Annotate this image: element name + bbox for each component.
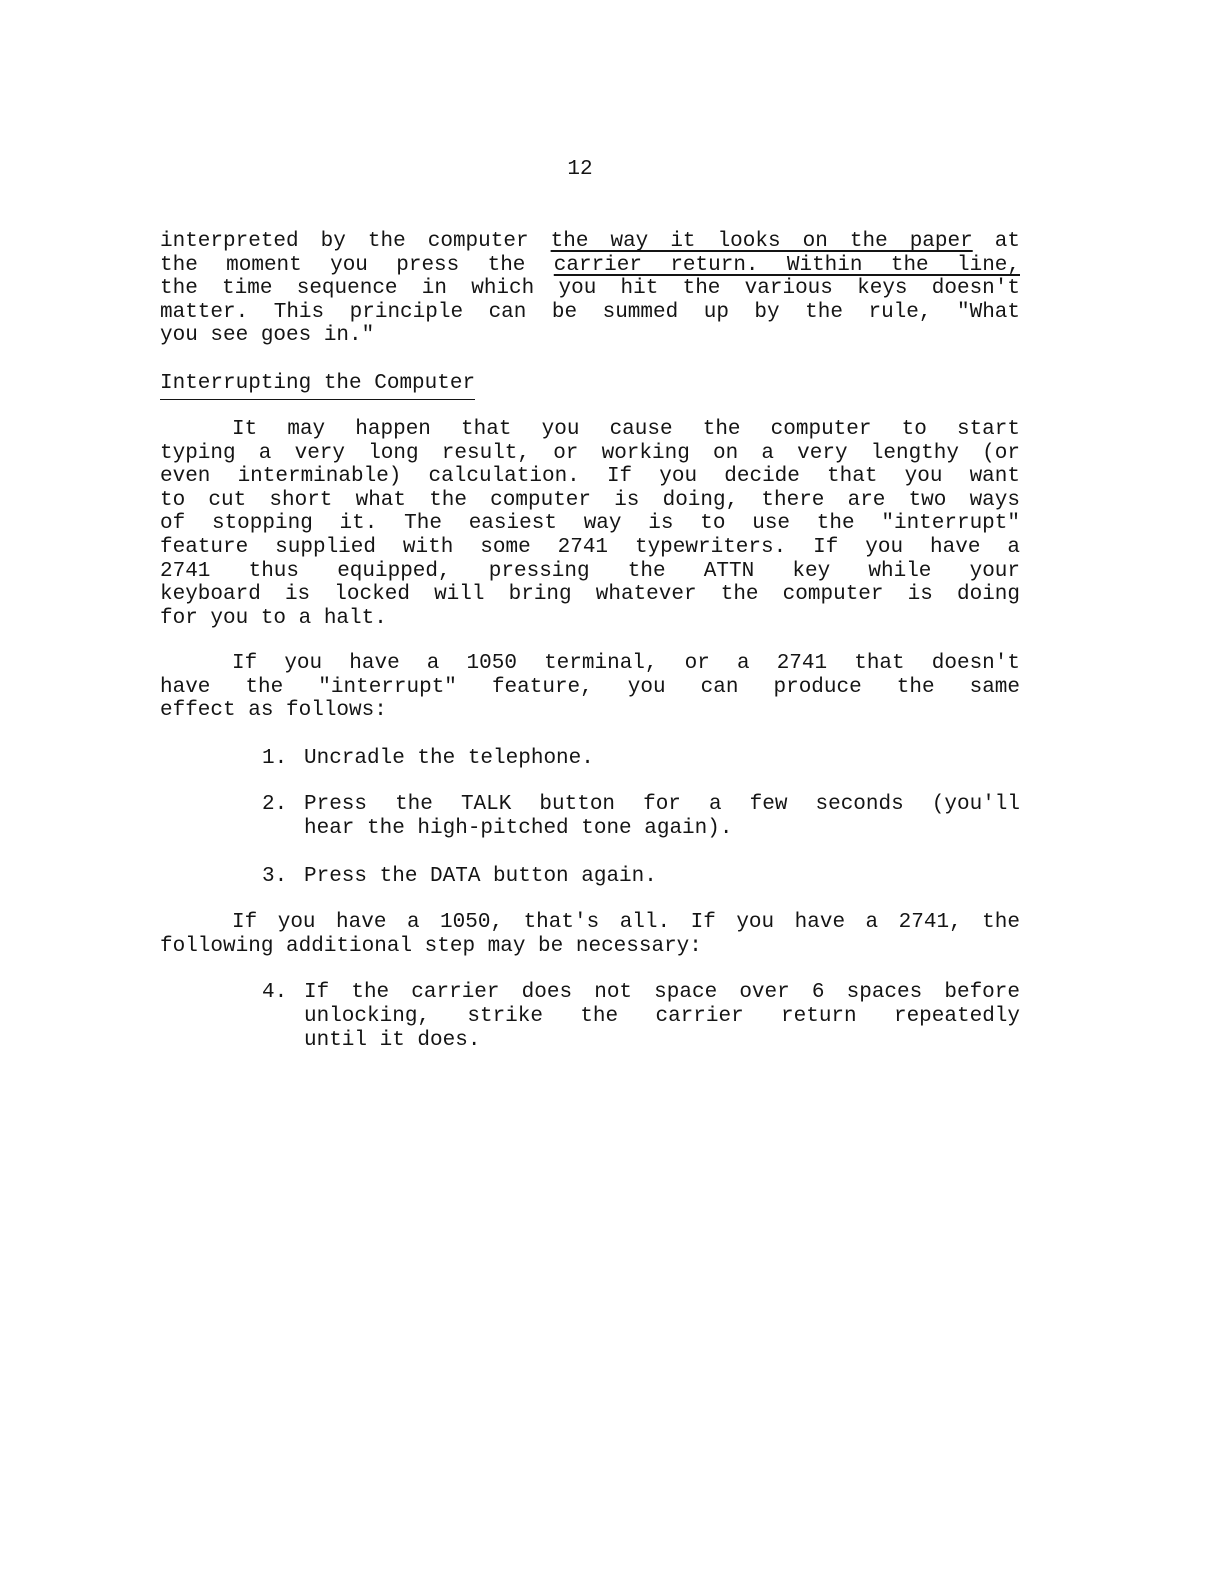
paragraph-line: you see goes in."	[160, 324, 375, 348]
list-item-text: Press the DATA button again.	[304, 865, 657, 888]
paragraph-line: the moment you press the carrier return. Within the line,	[160, 253, 1020, 277]
list-item-text: If the carrier does not space over 6 spaces before unlocking, strike the carrier return repeatedly until it does.	[304, 981, 1020, 1052]
paragraph-additional-step	[160, 911, 1020, 958]
paragraph-line: the time sequence in which you hit the various keys doesn't	[160, 277, 1020, 301]
page-number: 12	[567, 158, 593, 181]
paragraph-line: If you have a 1050 terminal, or a 2741 that doesn't	[232, 652, 1020, 675]
paragraph-line: feature supplied with some 2741 typewriters. If you have a	[160, 535, 1020, 559]
paragraph-line: matter. This principle can be summed up by the rule, "What	[160, 300, 1020, 324]
paragraph-line: have the "interrupt" feature, you can produce the same	[160, 675, 1020, 699]
paragraph-line: even interminable) calculation. If you decide that you want	[160, 465, 1020, 489]
paragraph-what-you-see	[160, 230, 1020, 348]
paragraph-line: for you to a halt.	[160, 606, 387, 630]
paragraph-1050-terminal	[160, 652, 1020, 723]
list-item-number: 3.	[262, 865, 288, 888]
paragraph-line: effect as follows:	[160, 699, 387, 723]
underlined-phrase: the way it looks on the paper	[550, 230, 973, 253]
section-heading: Interrupting the Computer	[160, 372, 475, 400]
list-item-text: Press the TALK button for a few seconds (you'll hear the high-pitched tone again).	[304, 793, 1020, 840]
paragraph-line: keyboard is locked will bring whatever the computer is doing	[160, 583, 1020, 607]
list-item-number: 4.	[262, 981, 288, 1004]
list-item-text: Uncradle the telephone.	[304, 747, 594, 770]
paragraph-interrupt-feature	[160, 418, 1020, 630]
list-item-number: 2.	[262, 793, 288, 816]
paragraph-line: interpreted by the computer the way it looks on the paper at	[160, 230, 1020, 253]
paragraph-line: of stopping it. The easiest way is to use the "interrupt"	[160, 512, 1020, 536]
paragraph-line: 2741 thus equipped, pressing the ATTN key while your	[160, 559, 1020, 583]
list-item	[262, 865, 1020, 889]
list-item	[262, 981, 1020, 1053]
paragraph-line: to cut short what the computer is doing, there are two ways	[160, 488, 1020, 512]
paragraph-line: following additional step may be necessary:	[160, 934, 702, 958]
list-item	[262, 793, 1020, 841]
paragraph-line: If you have a 1050, that's all. If you have a 2741, the	[232, 911, 1020, 934]
underlined-phrase: carrier return. Within the line,	[553, 253, 1020, 277]
paragraph-line: It may happen that you cause the computer to start	[232, 418, 1020, 441]
list-item	[262, 747, 1020, 771]
list-item-number: 1.	[262, 747, 288, 770]
paragraph-line: typing a very long result, or working on a very lengthy (or	[160, 441, 1020, 465]
